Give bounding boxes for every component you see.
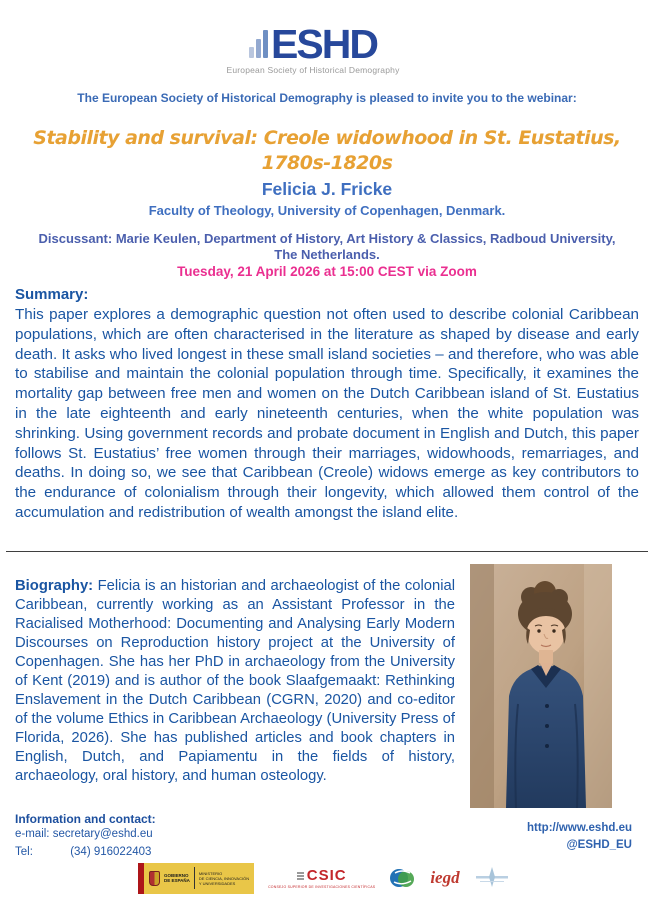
contact-tel-line: [15, 845, 156, 860]
speaker-portrait-illustration: [470, 564, 612, 808]
csic-logo: [268, 867, 375, 889]
links-block: [527, 820, 632, 854]
biography-text: Felicia is an historian and archaeologist of the colonial Caribbean, currently working as an Assistant Professor in the Racialised Motherhood: Documenting and Analysing Early Modern Discourses on Reproduction history project at the University of Copenhagen. She has her PhD in archaeology from the University of Kent (2019) and is author of the book Slaafgemaakt: Rethinking Enslavement in the Dutch Caribbean (CGRN, 2020) and co-editor of the volume Ethics in Caribbean Archaeology (University Press of Florida, 2026). She has published articles and book chapters in English, Dutch, and Papiamentu in the fields of history, archaeology, oral history, and human osteology.: [15, 577, 455, 784]
spain-government-logo: [138, 863, 254, 894]
globe-logo-icon: [389, 865, 416, 892]
footer-logos: [138, 858, 510, 898]
contact-block: [15, 812, 156, 860]
eshd-logo-bars-icon: [249, 30, 268, 58]
csic-logo-text: CSIC: [306, 867, 347, 884]
biography-heading: Biography:: [15, 577, 94, 594]
iegd-logo: iegd: [430, 868, 460, 887]
eshd-logo-subtitle: European Society of Historical Demography: [226, 65, 400, 75]
section-divider: [6, 551, 648, 552]
email-link[interactable]: secretary@eshd.eu: [52, 828, 153, 840]
ministerio-text-line2: DE CIENCIA, INNOVACIÓN: [198, 875, 250, 881]
speaker-name: Felicia J. Fricke: [261, 179, 393, 199]
speaker-affiliation: Faculty of Theology, University of Copenhagen, Denmark.: [148, 203, 506, 218]
gobierno-text-line1: GOBIERNO: [164, 872, 189, 878]
contact-heading: Information and contact:: [15, 812, 156, 826]
eshd-logo-text: ESHD: [271, 21, 377, 67]
summary-heading: Summary:: [15, 286, 89, 303]
website-link[interactable]: http://www.eshd.eu: [527, 822, 632, 834]
spain-coat-of-arms-icon: [149, 871, 160, 886]
ministerio-text-line1: MINISTERIO: [198, 870, 223, 876]
email-label: e-mail:: [15, 828, 50, 840]
webinar-title-line1: Stability and survival: Creole widowhood in St. Eustatius,: [33, 127, 621, 149]
webinar-title-line2: 1780s-1820s: [261, 152, 393, 174]
tel-label: Tel:: [15, 846, 33, 858]
europe-foundation-logo-icon: [474, 865, 510, 891]
summary-text: This paper explores a demographic question not often used to describe colonial Caribbean populations, which are often characterised in the literature as shaped by disease and early death. It asks who lived longest in these small island societies – and therefore, who was able to stabilise and maintain the colonial population through time. Specifically, it examines the mortality gap between free men and women on the Dutch Caribbean island of St. Eustatius in the late eighteenth and early nineteenth centuries, when the white population was shrinking. Using government records and probate document in English and Dutch, this paper follows St. Eustatius’ free women through their marriages, widowhoods, remarriages, and deaths. In doing so, we see that Caribbean (Creole) widows emerge as key contributors to the endurance of colonialism through their longevity, which allowed them control of the accumulation and redistribution of wealth amongst the island elite.: [15, 306, 639, 521]
biography-paragraph: [15, 577, 455, 786]
speaker-photo: [470, 564, 612, 808]
datetime-line: Tuesday, 21 April 2026 at 15:00 CEST via Zoom: [177, 264, 477, 279]
csic-logo-subtext: CONSEJO SUPERIOR DE INVESTIGACIONES CIENTÍFICAS: [268, 885, 376, 889]
invitation-line: The European Society of Historical Demography is pleased to invite you to the webinar:: [77, 91, 577, 105]
spain-logo-divider: [194, 867, 195, 889]
tel-number: (34) 916022403: [70, 846, 152, 858]
discussant-line: Discussant: Marie Keulen, Department of History, Art History & Classics, Radboud University, The Netherlands.: [38, 231, 616, 262]
contact-email-line: [15, 827, 156, 842]
eshd-logo: [0, 21, 640, 75]
gobierno-text-line2: DE ESPAÑA: [164, 878, 190, 883]
ministerio-text-line3: Y UNIVERSIDADES: [198, 880, 236, 886]
twitter-handle-link[interactable]: @ESHD_EU: [566, 839, 632, 851]
csic-mark-icon: [297, 872, 304, 880]
webinar-title: [0, 126, 654, 176]
